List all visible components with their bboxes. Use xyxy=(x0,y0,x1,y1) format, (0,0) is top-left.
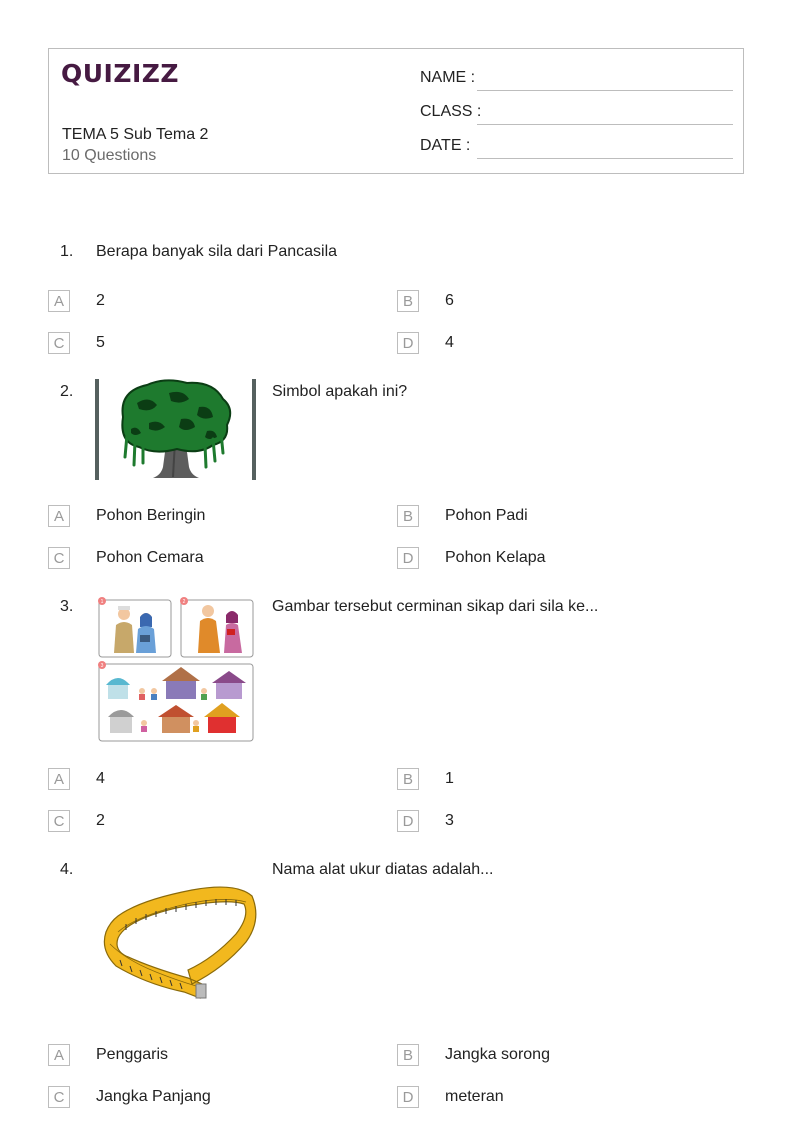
q4-option-d-text: meteran xyxy=(445,1088,504,1105)
q2-option-d-text: Pohon Kelapa xyxy=(445,549,546,566)
q1-option-d-text: 4 xyxy=(445,334,454,351)
q3-option-b-box[interactable]: B xyxy=(397,768,419,790)
question-1-text: Berapa banyak sila dari Pancasila xyxy=(96,243,338,260)
date-label: DATE : xyxy=(420,137,471,154)
class-line xyxy=(477,124,733,125)
q4-option-c-box[interactable]: C xyxy=(48,1086,70,1108)
q2-option-b-box[interactable]: B xyxy=(397,505,419,527)
q2-option-a-text: Pohon Beringin xyxy=(96,507,206,524)
q3-option-a-text: 4 xyxy=(96,770,105,787)
question-4-number: 4. xyxy=(60,861,74,878)
question-3-text: Gambar tersebut cerminan sikap dari sila ke... xyxy=(272,598,599,615)
worksheet-header xyxy=(48,48,744,174)
question-3-number: 3. xyxy=(60,598,74,615)
question-4-text: Nama alat ukur diatas adalah... xyxy=(272,861,494,878)
name-label: NAME : xyxy=(420,69,476,86)
quiz-title: TEMA 5 Sub Tema 2 xyxy=(62,126,209,143)
q1-option-b-box[interactable]: B xyxy=(397,290,419,312)
q4-option-a-text: Penggaris xyxy=(96,1046,169,1063)
q4-option-c-text: Jangka Panjang xyxy=(96,1088,211,1105)
q1-option-a-box[interactable]: A xyxy=(48,290,70,312)
q2-option-a-box[interactable]: A xyxy=(48,505,70,527)
q2-option-c-box[interactable]: C xyxy=(48,547,70,569)
q3-option-b-text: 1 xyxy=(445,770,454,787)
q1-option-c-box[interactable]: C xyxy=(48,332,70,354)
q4-option-b-text: Jangka sorong xyxy=(445,1046,550,1063)
name-line xyxy=(477,90,733,91)
q3-option-c-text: 2 xyxy=(96,812,105,829)
banyan-tree-image xyxy=(95,379,257,480)
question-2-text: Simbol apakah ini? xyxy=(272,383,408,400)
question-count: 10 Questions xyxy=(62,147,157,164)
question-2-number: 2. xyxy=(60,383,74,400)
q2-option-d-box[interactable]: D xyxy=(397,547,419,569)
date-line xyxy=(477,158,733,159)
q4-option-d-box[interactable]: D xyxy=(397,1086,419,1108)
quizizz-logo: QUIZIZZ xyxy=(61,59,180,88)
q4-option-b-box[interactable]: B xyxy=(397,1044,419,1066)
image-label-2: 2 xyxy=(182,599,186,605)
q1-option-a-text: 2 xyxy=(96,292,105,309)
q1-option-b-text: 6 xyxy=(445,292,454,309)
q2-option-b-text: Pohon Padi xyxy=(445,507,528,524)
q3-option-d-box[interactable]: D xyxy=(397,810,419,832)
q4-option-a-box[interactable]: A xyxy=(48,1044,70,1066)
class-label: CLASS : xyxy=(420,103,482,120)
image-label-1: 1 xyxy=(100,599,104,605)
measuring-tape-image xyxy=(96,880,258,1018)
q1-option-d-box[interactable]: D xyxy=(397,332,419,354)
q2-option-c-text: Pohon Cemara xyxy=(96,549,204,566)
q1-option-c-text: 5 xyxy=(96,334,105,351)
pancasila-illustration-image xyxy=(96,597,256,743)
image-label-3: 3 xyxy=(100,663,104,669)
q3-option-d-text: 3 xyxy=(445,812,454,829)
q3-option-a-box[interactable]: A xyxy=(48,768,70,790)
question-1-number: 1. xyxy=(60,243,74,260)
q3-option-c-box[interactable]: C xyxy=(48,810,70,832)
